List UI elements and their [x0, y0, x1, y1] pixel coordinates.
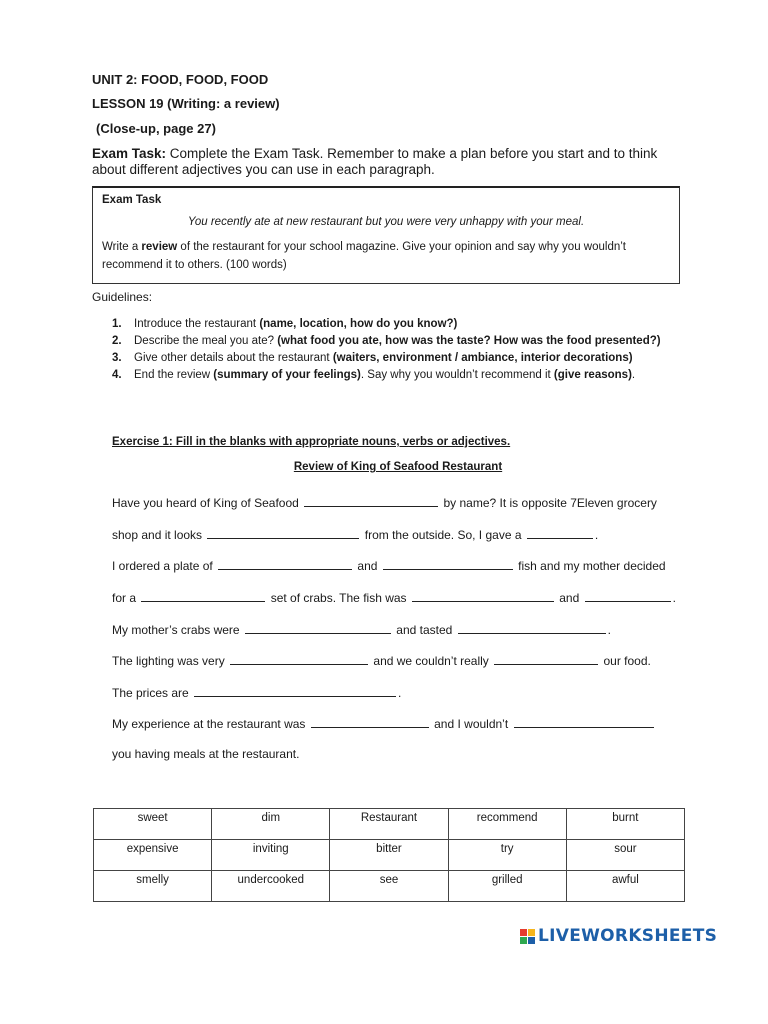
logo-square-red [520, 929, 527, 936]
blank-field[interactable] [194, 684, 396, 697]
intro-text: Complete the Exam Task. Remember to make a plan before you start and to think about different adjectives you can use in each paragraph. [92, 146, 658, 177]
guideline-bold: (waiters, environment / ambiance, interior decorations) [332, 352, 633, 364]
guideline-item [112, 316, 682, 333]
word-cell: Restaurant [330, 809, 448, 840]
line-text: My mother’s crabs were [112, 623, 240, 637]
line-text: . [398, 686, 402, 700]
guideline-number: 2. [112, 335, 122, 347]
guideline-bold: (what food you ate, how was the taste? How was the food presented?) [277, 335, 661, 347]
exam-task-title: Exam Task [102, 194, 162, 206]
word-cell: undercooked [212, 871, 330, 902]
logo-text: LIVEWORKSHEETS [538, 926, 718, 946]
line-text: by name? It is opposite 7Eleven grocery [443, 496, 657, 510]
guideline-text: Give other details about the restaurant [134, 352, 333, 364]
guideline-number: 3. [112, 352, 122, 364]
exercise-line-7 [112, 684, 684, 700]
blank-field[interactable] [230, 652, 368, 665]
guidelines-label: Guidelines: [92, 290, 153, 304]
line-text: and we couldn’t really [373, 654, 489, 668]
guideline-item [112, 333, 682, 350]
blank-field[interactable] [218, 557, 352, 570]
table-row [94, 809, 685, 840]
line-text: shop and it looks [112, 528, 203, 542]
unit-title: UNIT 2: FOOD, FOOD, FOOD [92, 72, 269, 87]
blank-field[interactable] [207, 526, 359, 539]
guideline-bold: (summary of your feelings) [213, 369, 361, 381]
logo-square-blue [528, 937, 535, 944]
word-cell: expensive [94, 840, 212, 871]
blank-field[interactable] [383, 557, 513, 570]
line-text: you having meals at the restaurant. [112, 747, 300, 761]
word-bank-table [93, 808, 685, 902]
line-text: our food. [603, 654, 651, 668]
line-text: and [357, 559, 378, 573]
logo-square-green [520, 937, 527, 944]
blank-field[interactable] [304, 494, 438, 507]
guideline-number: 4. [112, 369, 122, 381]
exercise-line-1 [112, 494, 684, 510]
liveworksheets-logo [520, 924, 717, 948]
word-cell: smelly [94, 871, 212, 902]
word-cell: inviting [212, 840, 330, 871]
line-text: . [672, 591, 676, 605]
word-cell: awful [566, 871, 684, 902]
guideline-end: . [631, 369, 636, 381]
word-cell: bitter [330, 840, 448, 871]
word-cell: try [448, 840, 566, 871]
line-text: Have you heard of King of Seafood [112, 496, 299, 510]
instr-bold: review [141, 241, 178, 253]
blank-field[interactable] [412, 589, 554, 602]
guidelines-list [112, 316, 682, 384]
exam-task-instruction [102, 238, 670, 274]
exercise-line-5 [112, 621, 684, 637]
blank-field[interactable] [527, 526, 593, 539]
word-cell: dim [212, 809, 330, 840]
exercise-line-2 [112, 526, 684, 542]
line-text: I ordered a plate of [112, 559, 213, 573]
guideline-text: Describe the meal you ate? [134, 335, 278, 347]
line-text: for a [112, 591, 137, 605]
blank-field[interactable] [311, 715, 429, 728]
blank-field[interactable] [514, 715, 654, 728]
blank-field[interactable] [585, 589, 671, 602]
blank-field[interactable] [494, 652, 598, 665]
word-cell: sweet [94, 809, 212, 840]
line-text: and tasted [396, 623, 453, 637]
instr-part-b: of the restaurant for your school magazine. Give your opinion and say why you wouldn’t recommend it to others. (100 words) [102, 241, 626, 271]
exam-task-box [92, 186, 680, 284]
guideline-bold: (name, location, how do you know?) [259, 318, 458, 330]
line-text: from the outside. So, I gave a [364, 528, 522, 542]
line-text: and I wouldn’t [434, 717, 509, 731]
table-row [94, 840, 685, 871]
word-cell: sour [566, 840, 684, 871]
word-cell: see [330, 871, 448, 902]
exercise-title: Exercise 1: Fill in the blanks with appropriate nouns, verbs or adjectives. [112, 436, 511, 448]
intro-instructions [92, 146, 692, 178]
closeup-reference: (Close-up, page 27) [96, 121, 216, 136]
guideline-bold-2: (give reasons) [553, 369, 632, 381]
guideline-text: End the review [134, 369, 214, 381]
line-text: . [594, 528, 599, 542]
table-row [94, 871, 685, 902]
blank-field[interactable] [245, 621, 391, 634]
line-text: The prices are [112, 686, 189, 700]
guideline-item [112, 350, 682, 367]
review-title: Review of King of Seafood Restaurant [293, 461, 503, 473]
exam-task-prompt: You recently ate at new restaurant but you were very unhappy with your meal. [187, 216, 585, 228]
exercise-line-3 [112, 557, 684, 573]
guideline-number: 1. [112, 318, 122, 330]
word-cell: recommend [448, 809, 566, 840]
exercise-line-8 [112, 715, 684, 731]
line-text: and [559, 591, 580, 605]
logo-square-yellow [528, 929, 535, 936]
guideline-item [112, 367, 682, 384]
guideline-text: Introduce the restaurant [134, 318, 260, 330]
instr-part-a: Write a [102, 241, 142, 253]
guideline-tail: . Say why you wouldn’t recommend it [360, 369, 554, 381]
line-text: My experience at the restaurant was [112, 717, 306, 731]
blank-field[interactable] [141, 589, 265, 602]
blank-field[interactable] [458, 621, 606, 634]
liveworksheets-logo-icon [520, 929, 535, 944]
line-text: . [607, 623, 612, 637]
intro-label: Exam Task: [92, 146, 167, 161]
exercise-line-4 [112, 589, 684, 605]
word-cell: grilled [448, 871, 566, 902]
line-text: set of crabs. The fish was [270, 591, 407, 605]
line-text: The lighting was very [112, 654, 225, 668]
word-cell: burnt [566, 809, 684, 840]
lesson-title: LESSON 19 (Writing: a review) [92, 96, 280, 111]
exercise-line-9 [112, 747, 684, 761]
line-text: fish and my mother decided [518, 559, 666, 573]
exercise-line-6 [112, 652, 684, 668]
